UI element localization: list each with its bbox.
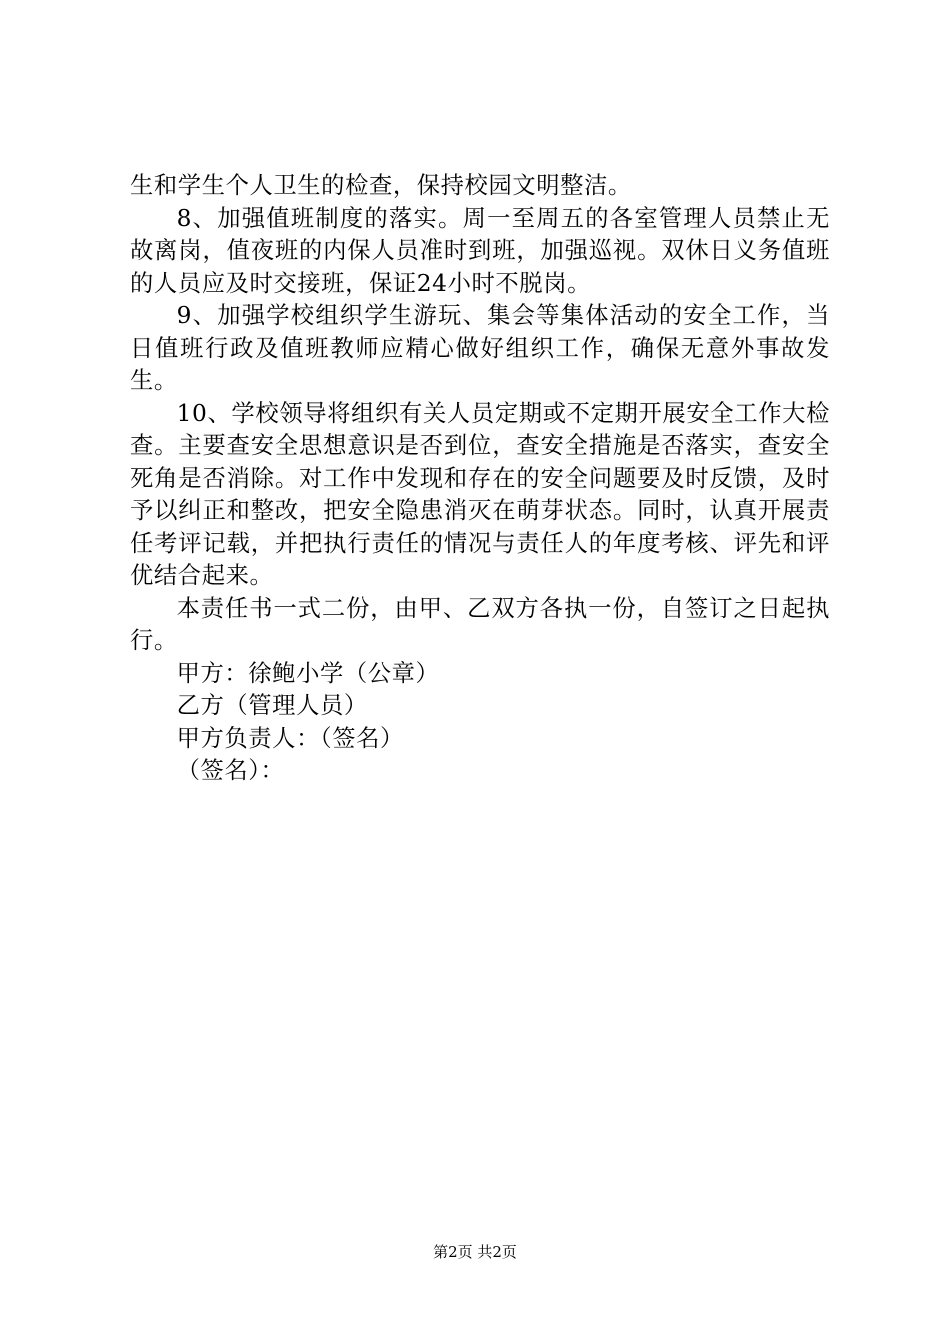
page-footer: 第2页 共2页 <box>433 1243 517 1261</box>
party-b-line: 乙方（管理人员） <box>176 692 368 719</box>
item-8-paragraph: 8、加强值班制度的落实。周一至周五的各室管理人员禁止无故离岗，值夜班的内保人员准时到班，加强巡视。双休日义务值班的人员应及时交接班，保证24小时不脱岗。 <box>130 204 830 297</box>
document-body <box>130 170 830 788</box>
closing-paragraph: 本责任书一式二份，由甲、乙双方各执一份，自签订之日起执行。 <box>130 594 830 654</box>
party-a-responsible-line: 甲方负责人：（签名） <box>176 724 404 752</box>
signature-line: （签名）： <box>176 757 285 784</box>
party-a-line: 甲方：徐鲍小学（公章） <box>176 659 440 687</box>
continuation-paragraph: 生和学生个人卫生的检查，保持校园文明整洁。 <box>130 172 632 199</box>
item-9-paragraph: 9、加强学校组织学生游玩、集会等集体活动的安全工作，当日值班行政及值班教师应精心做好组织工作，确保无意外事故发生。 <box>130 302 830 394</box>
item-10-paragraph: 10、学校领导将组织有关人员定期或不定期开展安全工作大检查。主要查安全思想意识是否到位，查安全措施是否落实，查安全死角是否消除。对工作中发现和存在的安全问题要及时反馈，及时予以纠正和整改，把安全隐患消灭在萌芽状态。同时，认真开展责任考评记载，并把执行责任的情况与责任人的年度考核、评先和评优结合起来。 <box>130 399 830 589</box>
